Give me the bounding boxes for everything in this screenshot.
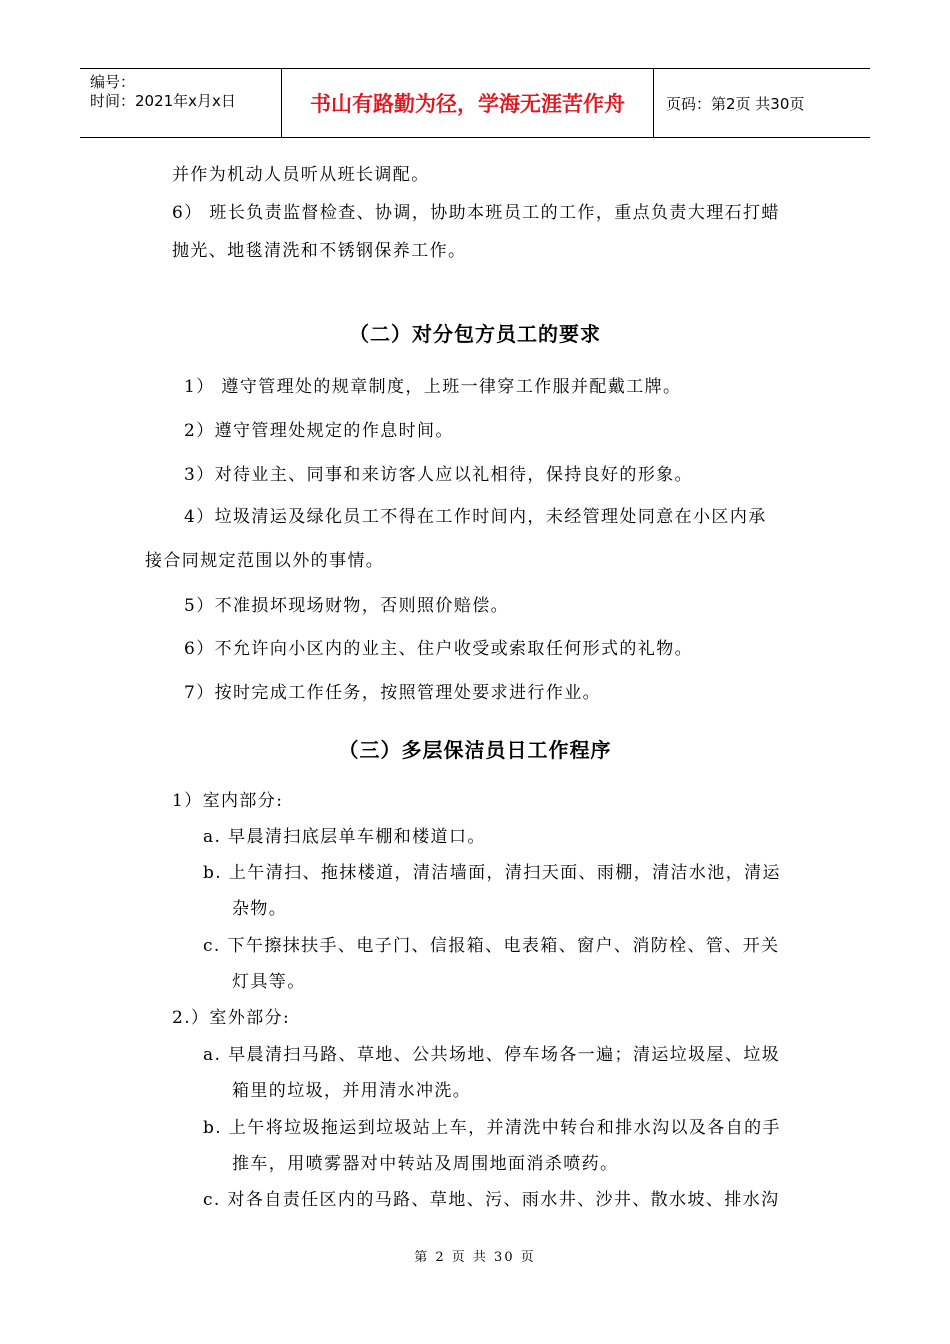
text-line: 3）对待业主、同事和来访客人应以礼相待，保持良好的形象。 bbox=[184, 465, 694, 485]
text-line: c. 下午擦抹扶手、电子门、信报箱、电表箱、窗户、消防栓、管、开关 bbox=[203, 936, 780, 956]
text-line: 6） 班长负责监督检查、协调，协助本班员工的工作，重点负责大理石打蜡 bbox=[172, 203, 780, 223]
text-line: 5）不准损坏现场财物，否则照价赔偿。 bbox=[184, 596, 510, 616]
text-line: 2）遵守管理处规定的作息时间。 bbox=[184, 421, 454, 441]
text-line: 4）垃圾清运及绿化员工不得在工作时间内，未经管理处同意在小区内承 bbox=[184, 507, 767, 527]
text-line: 1）室内部分: bbox=[172, 791, 284, 811]
text-line: b. 上午清扫、拖抹楼道，清洁墙面，清扫天面、雨棚，清洁水池，清运 bbox=[203, 863, 781, 883]
text-line: b. 上午将垃圾拖运到垃圾站上车，并清洗中转台和排水沟以及各自的手 bbox=[203, 1118, 781, 1138]
text-line: 灯具等。 bbox=[232, 972, 306, 992]
text-line: 1） 遵守管理处的规章制度，上班一律穿工作服并配戴工牌。 bbox=[184, 377, 682, 397]
text-line: 接合同规定范围以外的事情。 bbox=[145, 551, 385, 571]
text-line: 并作为机动人员听从班长调配。 bbox=[172, 165, 430, 185]
text-line: a. 早晨清扫底层单车棚和楼道口。 bbox=[203, 827, 486, 847]
text-line: 抛光、地毯清洗和不锈钢保养工作。 bbox=[172, 241, 467, 261]
text-line: c. 对各自责任区内的马路、草地、污、雨水井、沙井、散水坡、排水沟 bbox=[203, 1190, 780, 1210]
text-line: a. 早晨清扫马路、草地、公共场地、停车场各一遍；清运垃圾屋、垃圾 bbox=[203, 1045, 781, 1065]
number-label: 编号： bbox=[90, 73, 136, 91]
text-line: 6）不允许向小区内的业主、住户收受或索取任何形式的礼物。 bbox=[184, 639, 694, 659]
text-line: 箱里的垃圾，并用清水冲洗。 bbox=[232, 1081, 472, 1101]
section-heading: （三）多层保洁员日工作程序 bbox=[338, 738, 612, 762]
text-line: 2.）室外部分: bbox=[172, 1008, 291, 1028]
text-line: 推车，用喷雾器对中转站及周围地面消杀喷药。 bbox=[232, 1154, 619, 1174]
section-heading: （二）对分包方员工的要求 bbox=[349, 322, 601, 346]
header-page-info: 页码：第2页 共30页 bbox=[666, 94, 805, 113]
page-header bbox=[80, 68, 870, 138]
text-line: 7）按时完成工作任务，按照管理处要求进行作业。 bbox=[184, 683, 602, 703]
text-line: 杂物。 bbox=[232, 899, 288, 919]
time-label: 时间：2021年x月x日 bbox=[90, 92, 236, 110]
page-footer: 第 2 页 共 30 页 bbox=[414, 1250, 536, 1265]
header-meta bbox=[80, 69, 282, 137]
header-motto: 书山有路勤为径，学海无涯苦作舟 bbox=[282, 69, 654, 137]
